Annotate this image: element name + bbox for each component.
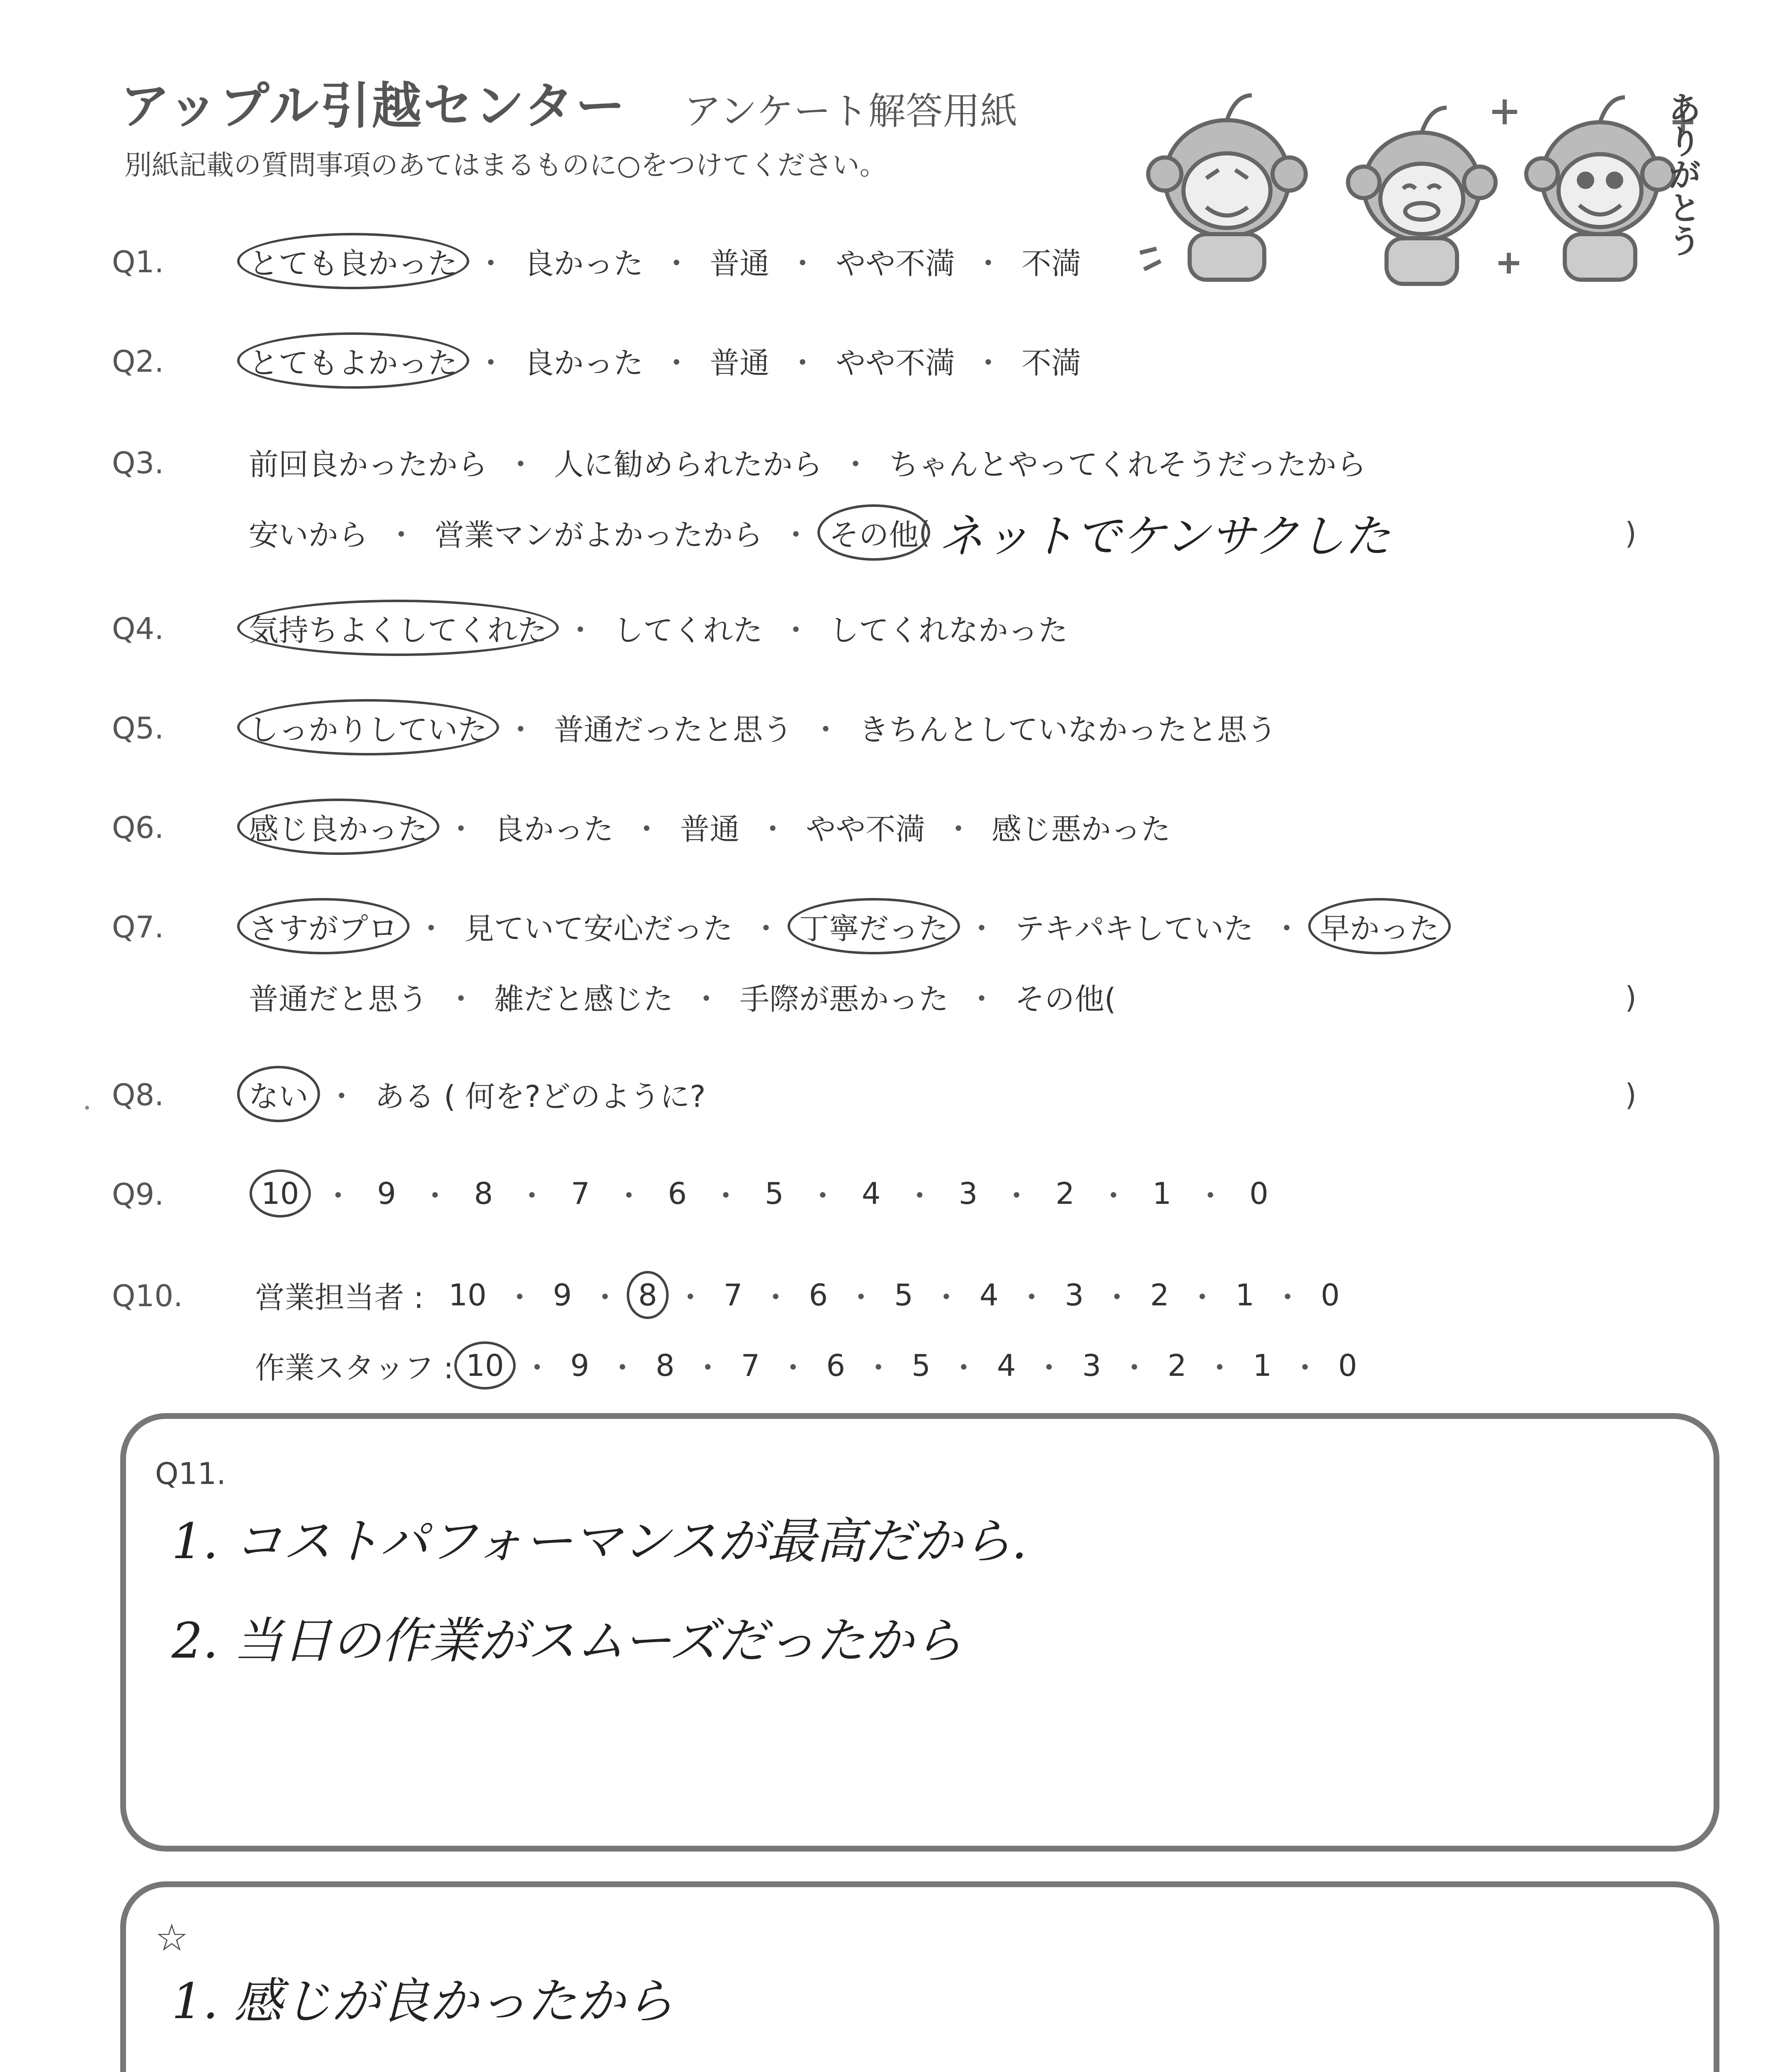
- instruction-text: 別紙記載の質問事項のあてはまるものに○をつけてください。: [124, 149, 887, 181]
- q10-sales-score-2[interactable]: 2: [1150, 1278, 1169, 1312]
- q2-option-1[interactable]: とてもよかった: [249, 339, 458, 382]
- q8-option-2[interactable]: ある ( 何を?どのように?: [375, 1079, 706, 1114]
- q6-option-2[interactable]: 良かった: [494, 812, 614, 847]
- q10-staff-score-0[interactable]: 0: [1338, 1348, 1358, 1383]
- separator: ・: [761, 1280, 791, 1315]
- separator: ・: [967, 911, 997, 946]
- q3-options-line1: [249, 441, 1366, 483]
- q1-options: [249, 240, 1081, 282]
- separator: ・: [931, 1280, 961, 1315]
- q10-staff-score-2[interactable]: 2: [1167, 1348, 1187, 1383]
- scan-mark: ・: [77, 1097, 97, 1121]
- q4-option-2[interactable]: してくれた: [613, 613, 763, 648]
- separator: ・: [781, 613, 811, 648]
- q11-answer-line-2[interactable]: 2. 当日の作業がスムーズだったから: [172, 1612, 963, 1669]
- q7-option-8[interactable]: 手際が悪かった: [739, 982, 949, 1017]
- separator: ・: [781, 518, 811, 552]
- q7-option-5[interactable]: 早かった: [1320, 905, 1439, 948]
- separator: ・: [662, 246, 692, 281]
- separator: ・: [788, 346, 818, 380]
- q10-sales-score-4[interactable]: 4: [979, 1278, 999, 1312]
- separator: ・: [565, 613, 596, 648]
- q10-staff-row: [255, 1345, 1357, 1386]
- q10-staff-score-3[interactable]: 3: [1082, 1348, 1101, 1383]
- close-paren: ): [1625, 516, 1637, 551]
- separator: ・: [1102, 1280, 1132, 1315]
- q4-label: Q4.: [112, 611, 164, 646]
- q10-staff-score-9[interactable]: 9: [570, 1348, 589, 1383]
- q10-sales-score-8[interactable]: 8: [638, 1278, 657, 1312]
- star-icon: ☆: [155, 1916, 189, 1960]
- separator: ・: [1034, 1351, 1064, 1385]
- q9-score-1[interactable]: 1: [1152, 1176, 1172, 1211]
- q4-option-3[interactable]: してくれなかった: [829, 613, 1068, 648]
- separator: ・: [1195, 1179, 1226, 1213]
- q7-label: Q7.: [112, 910, 164, 944]
- separator: ・: [751, 911, 781, 946]
- q9-score-4[interactable]: 4: [861, 1176, 881, 1211]
- separator: ・: [446, 812, 476, 847]
- q9-score-10[interactable]: 10: [261, 1176, 299, 1211]
- q1-option-3[interactable]: 普通: [710, 246, 770, 281]
- q2-option-5[interactable]: 不満: [1021, 346, 1081, 380]
- close-paren: ): [1625, 1077, 1637, 1112]
- separator: ・: [841, 447, 871, 482]
- star-answer-line-1[interactable]: 1. 感じが良かったから: [172, 1973, 674, 2030]
- q6-option-3[interactable]: 普通: [680, 812, 740, 847]
- q2-option-3[interactable]: 普通: [710, 346, 770, 380]
- q10-staff-score-10[interactable]: 10: [466, 1348, 504, 1383]
- q7-option-4[interactable]: テキパキしていた: [1015, 911, 1254, 946]
- separator: ・: [446, 982, 476, 1017]
- separator: ・: [758, 812, 788, 847]
- separator: ・: [386, 518, 417, 552]
- q10-sales-score-0[interactable]: 0: [1321, 1278, 1340, 1312]
- separator: ・: [504, 1280, 535, 1315]
- separator: ・: [522, 1351, 552, 1385]
- q3-option-4[interactable]: 安いから: [249, 518, 369, 552]
- q7-options-line2: [249, 976, 1116, 1017]
- separator: ・: [807, 1179, 838, 1213]
- separator: ・: [675, 1280, 706, 1315]
- monkey-mascots-illustration: [1136, 75, 1724, 298]
- separator: ・: [1272, 911, 1302, 946]
- separator: ・: [323, 1179, 353, 1213]
- separator: ・: [662, 346, 692, 380]
- q9-score-0[interactable]: 0: [1249, 1176, 1268, 1211]
- q1-label: Q1.: [112, 244, 164, 279]
- separator: ・: [614, 1179, 644, 1213]
- separator: ・: [476, 246, 506, 281]
- separator: ・: [710, 1179, 741, 1213]
- separator: ・: [1119, 1351, 1149, 1385]
- q8-options: [249, 1073, 706, 1115]
- q2-option-4[interactable]: やや不満: [836, 346, 955, 380]
- thanks-text: ありがとう: [1663, 91, 1701, 257]
- separator: ・: [863, 1351, 894, 1385]
- separator: ・: [973, 246, 1004, 281]
- q4-options: [249, 607, 1068, 649]
- q10-sales-score-9[interactable]: 9: [553, 1278, 572, 1312]
- q5-options: [249, 707, 1277, 748]
- q7-option-other[interactable]: その他(: [1015, 982, 1116, 1017]
- q9-score-3[interactable]: 3: [958, 1176, 978, 1211]
- open-paren: (: [919, 515, 931, 550]
- q10-sales-score-1[interactable]: 1: [1235, 1278, 1255, 1312]
- star-answer-line-2[interactable]: [172, 2061, 1163, 2072]
- q10-sales-score-7[interactable]: 7: [723, 1278, 743, 1312]
- q9-score-6[interactable]: 6: [668, 1176, 687, 1211]
- separator: ・: [1187, 1280, 1217, 1315]
- separator: ・: [967, 982, 997, 1017]
- q6-option-1[interactable]: 感じ良かった: [249, 805, 428, 848]
- q10-sales-score-6[interactable]: 6: [809, 1278, 828, 1312]
- q3-other-text[interactable]: ネットでケンサクした: [938, 510, 1391, 563]
- q5-option-1[interactable]: しっかりしていた: [249, 706, 487, 749]
- separator: ・: [416, 911, 446, 946]
- q5-label: Q5.: [112, 711, 164, 746]
- q9-score-5[interactable]: 5: [764, 1176, 784, 1211]
- separator: ・: [973, 346, 1004, 380]
- q11-answer-box[interactable]: [120, 1413, 1719, 1852]
- separator: ・: [788, 246, 818, 281]
- separator: ・: [607, 1351, 638, 1385]
- q10-staff-label: 作業スタッフ :: [255, 1351, 454, 1385]
- separator: ・: [1001, 1179, 1032, 1213]
- q10-sales-score-10[interactable]: 10: [449, 1278, 487, 1312]
- q5-option-3[interactable]: きちんとしていなかったと思う: [859, 712, 1277, 747]
- q3-options-line2: [249, 510, 1391, 563]
- q10-staff-score-7[interactable]: 7: [741, 1348, 760, 1383]
- separator: ・: [948, 1351, 979, 1385]
- q1-option-2[interactable]: 良かった: [524, 246, 644, 281]
- q7-option-1[interactable]: さすがプロ: [249, 905, 398, 948]
- survey-title: アップル引越センター: [120, 77, 627, 135]
- q5-option-2[interactable]: 普通だったと思う: [554, 712, 793, 747]
- q2-option-2[interactable]: 良かった: [524, 346, 644, 380]
- q3-option-1[interactable]: 前回良かったから: [249, 447, 488, 482]
- q10-sales-score-5[interactable]: 5: [894, 1278, 913, 1312]
- q10-label: Q10.: [112, 1278, 183, 1313]
- close-paren: ): [1625, 980, 1637, 1015]
- q3-label: Q3.: [112, 445, 164, 480]
- q11-box-label: Q11.: [155, 1456, 226, 1491]
- separator: ・: [1273, 1280, 1303, 1315]
- separator: ・: [943, 812, 974, 847]
- separator: ・: [904, 1179, 935, 1213]
- q3-option-5[interactable]: 営業マンがよかったから: [434, 518, 763, 552]
- q9-score-9[interactable]: 9: [377, 1176, 396, 1211]
- q7-option-6[interactable]: 普通だと思う: [249, 982, 428, 1017]
- separator: ・: [693, 1351, 723, 1385]
- separator: ・: [420, 1179, 450, 1213]
- q3-option-2[interactable]: 人に勧められたから: [554, 447, 823, 482]
- separator: ・: [1205, 1351, 1235, 1385]
- q9-scale: [261, 1173, 1268, 1214]
- q6-option-5[interactable]: 感じ悪かった: [992, 812, 1171, 847]
- q6-label: Q6.: [112, 810, 164, 845]
- q7-options-line1: [249, 905, 1439, 947]
- star-answer-box[interactable]: [120, 1881, 1719, 2072]
- q7-option-3[interactable]: 丁寧だった: [799, 905, 948, 948]
- q10-sales-score-3[interactable]: 3: [1064, 1278, 1084, 1312]
- q8-option-1[interactable]: ない: [249, 1072, 308, 1116]
- q6-option-4[interactable]: やや不満: [806, 812, 926, 847]
- separator: ・: [327, 1079, 357, 1114]
- separator: ・: [517, 1179, 547, 1213]
- q10-sales-row: [255, 1274, 1340, 1316]
- q9-score-7[interactable]: 7: [571, 1176, 590, 1211]
- q9-score-2[interactable]: 2: [1055, 1176, 1075, 1211]
- separator: ・: [811, 712, 841, 747]
- separator: ・: [691, 982, 722, 1017]
- q10-staff-score-8[interactable]: 8: [655, 1348, 675, 1383]
- q9-label: Q9.: [112, 1177, 164, 1212]
- separator: ・: [506, 712, 536, 747]
- separator: ・: [1098, 1179, 1129, 1213]
- q10-sales-label: 営業担当者 :: [255, 1280, 424, 1315]
- q2-options: [249, 340, 1081, 381]
- q1-option-1[interactable]: とても良かった: [249, 240, 458, 283]
- separator: ・: [632, 812, 662, 847]
- q7-option-2[interactable]: 見ていて安心だった: [464, 911, 733, 946]
- q1-option-5[interactable]: 不満: [1021, 246, 1081, 281]
- q3-option-other[interactable]: その他: [829, 511, 919, 554]
- q3-option-3[interactable]: ちゃんとやってくれそうだったから: [889, 447, 1367, 482]
- q8-label: Q8.: [112, 1077, 164, 1112]
- q10-staff-score-6[interactable]: 6: [826, 1348, 846, 1383]
- separator: ・: [846, 1280, 876, 1315]
- q11-answer-line-1[interactable]: 1. コストパフォーマンスが最高だから.: [172, 1513, 1027, 1570]
- separator: ・: [778, 1351, 808, 1385]
- q2-label: Q2.: [112, 344, 164, 379]
- separator: ・: [1016, 1280, 1047, 1315]
- q7-option-7[interactable]: 雑だと感じた: [494, 982, 674, 1017]
- q10-staff-score-5[interactable]: 5: [912, 1348, 931, 1383]
- separator: ・: [590, 1280, 620, 1315]
- separator: ・: [1290, 1351, 1320, 1385]
- survey-subtitle: アンケート解答用紙: [684, 90, 1018, 133]
- separator: ・: [476, 346, 506, 380]
- q10-staff-score-4[interactable]: 4: [996, 1348, 1016, 1383]
- q6-options: [249, 806, 1171, 847]
- q10-staff-score-1[interactable]: 1: [1253, 1348, 1272, 1383]
- monkey-mascots-icon: [1136, 75, 1724, 298]
- separator: ・: [506, 447, 536, 482]
- q4-option-1[interactable]: 気持ちよくしてくれた: [249, 606, 547, 649]
- q1-option-4[interactable]: やや不満: [836, 246, 955, 281]
- q9-score-8[interactable]: 8: [474, 1176, 493, 1211]
